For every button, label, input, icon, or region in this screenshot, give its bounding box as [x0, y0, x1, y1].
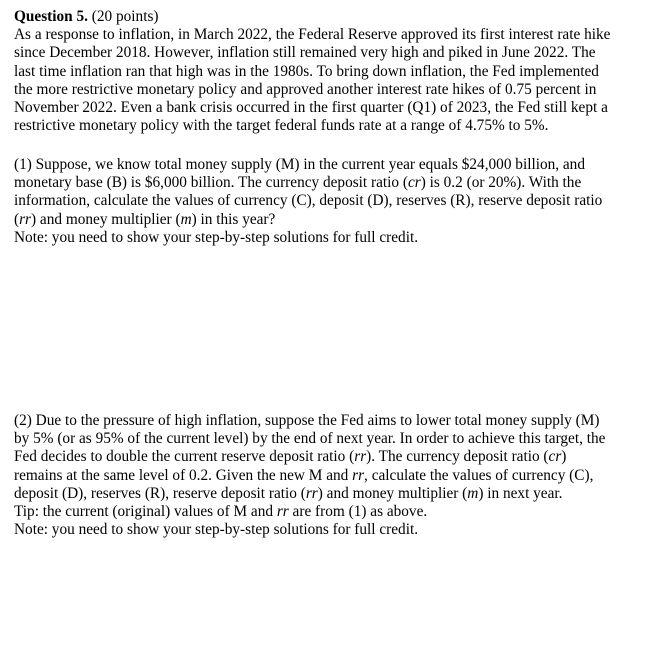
part1-line: (1) Suppose, we know total money supply (M) in the current year equals $24,000 billion, and [14, 156, 585, 173]
question-heading [14, 8, 610, 26]
part2-line: (2) Due to the pressure of high inflation, suppose the Fed aims to lower total money supply (M) [14, 412, 600, 429]
part2-line: Fed decides to double the current reserve deposit ratio (rr). The currency deposit ratio (cr) [14, 448, 567, 466]
question-number: Question 5. [14, 8, 88, 25]
intro-line: November 2022. Even a bank crisis occurred in the first quarter (Q1) of 2023, the Fed still kept a [14, 99, 608, 117]
part2-tip: Tip: the current (original) values of M and rr are from (1) as above. [14, 503, 428, 521]
part-1 [14, 156, 602, 247]
question-points: (20 points) [87, 8, 159, 25]
part2-line: remains at the same level of 0.2. Given the new M and rr, calculate the values of currency (C), [14, 466, 594, 484]
part1-note: Note: you need to show your step-by-step solutions for full credit. [14, 228, 419, 246]
intro-line: As a response to inflation, in March 2022, the Federal Reserve approved its first interest rate hike [14, 26, 611, 44]
part-2 [14, 412, 605, 539]
part2-line: deposit (D), reserves (R), reserve deposit ratio (rr) and money multiplier (m) in next year. [14, 484, 563, 502]
intro-line: last time inflation ran that high was in the 1980s. To bring down inflation, the Fed implemented [14, 62, 599, 80]
part2-note: Note: you need to show your step-by-step solutions for full credit. [14, 521, 419, 539]
part2-line: by 5% (or as 95% of the current level) by the end of next year. In order to achieve this target, the [14, 430, 606, 448]
part1-line: monetary base (B) is $6,000 billion. The currency deposit ratio (cr) is 0.2 (or 20%). With the [14, 174, 582, 192]
intro-line: the more restrictive monetary policy and approved another interest rate hikes of 0.75 percent in [14, 80, 597, 98]
part1-line: information, calculate the values of currency (C), deposit (D), reserves (R), reserve deposit ratio [14, 192, 603, 210]
question-intro [14, 8, 610, 135]
part1-line: (rr) and money multiplier (m) in this year? [14, 210, 276, 228]
intro-line: restrictive monetary policy with the target federal funds rate at a range of 4.75% to 5%. [14, 117, 549, 135]
intro-line: since December 2018. However, inflation still remained very high and piked in June 2022. The [14, 44, 596, 62]
